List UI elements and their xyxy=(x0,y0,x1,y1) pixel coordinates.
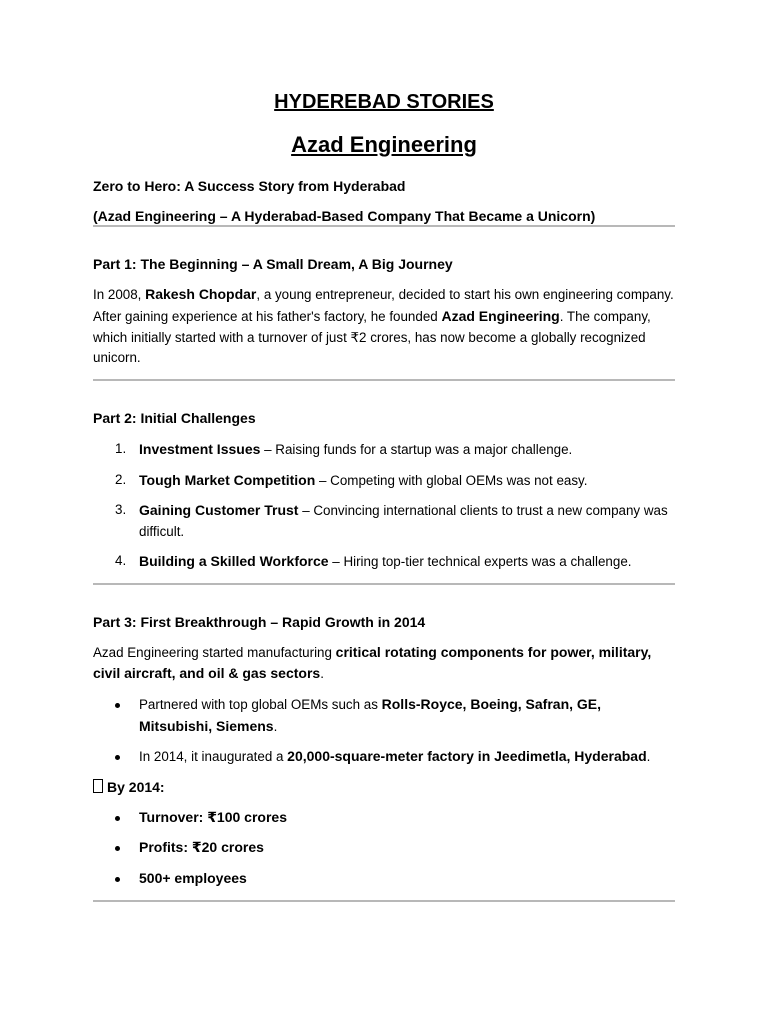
document-tagline: (Azad Engineering – A Hyderabad-Based Company That Became a Unicorn) xyxy=(93,208,596,224)
company-name: Azad Engineering xyxy=(441,307,560,324)
list-item: Turnover: ₹100 crores xyxy=(93,807,675,829)
document-subtitle: Zero to Hero: A Success Story from Hyderabad xyxy=(93,178,406,194)
series-title: HYDEREBAD STORIES xyxy=(274,91,494,113)
bullet-icon xyxy=(115,816,120,821)
section-divider xyxy=(93,900,675,902)
list-item: 4. Building a Skilled Workforce – Hiring top-tier technical experts was a challenge. xyxy=(115,553,632,570)
list-item: In 2014, it inaugurated a 20,000-square-meter factory in Jeedimetla, Hyderabad. xyxy=(93,746,675,768)
bullet-icon xyxy=(115,703,120,708)
company-title: Azad Engineering xyxy=(291,132,477,157)
challenges-list xyxy=(93,439,675,573)
section-divider xyxy=(93,225,675,227)
part3-heading: Part 3: First Breakthrough – Rapid Growth in 2014 xyxy=(93,613,426,630)
bullet-icon xyxy=(115,846,120,851)
missing-glyph-icon xyxy=(93,779,103,793)
bullet-icon xyxy=(115,755,120,760)
list-item: Profits: ₹20 crores xyxy=(93,837,675,859)
list-item: 2. Tough Market Competition – Competing with global OEMs was not easy. xyxy=(115,471,588,488)
section-divider xyxy=(93,379,675,381)
list-item: 500+ employees xyxy=(93,868,675,890)
partners-list xyxy=(93,694,675,768)
stats-heading: By 2014: xyxy=(93,778,675,796)
stats-list xyxy=(93,807,675,890)
part3-intro: Azad Engineering started manufacturing critical rotating components for power, military, civil aircraft, and oil & gas sectors. xyxy=(93,643,652,682)
founder-name: Rakesh Chopdar xyxy=(145,286,257,302)
section-divider xyxy=(93,583,675,585)
list-item: 1. Investment Issues – Raising funds for a startup was a major challenge. xyxy=(115,441,573,458)
list-item: Partnered with top global OEMs such as Rolls-Royce, Boeing, Safran, GE, Mitsubishi, Siemens. xyxy=(93,694,675,737)
part2-heading: Part 2: Initial Challenges xyxy=(93,410,256,427)
part1-heading: Part 1: The Beginning – A Small Dream, A Big Journey xyxy=(93,256,453,272)
list-item: 3. Gaining Customer Trust – Convincing international clients to trust a new company was difficult. xyxy=(115,502,668,539)
bullet-icon xyxy=(115,877,120,882)
document-page xyxy=(93,88,675,902)
part1-paragraph: In 2008, Rakesh Chopdar, a young entrepreneur, decided to start his own engineering company. After gaining experience at his father's factory, he founded Azad Engineering. The company, which initially started with a turnover of just ₹2 crores, has now become a globally recognized unicorn. xyxy=(93,286,674,366)
